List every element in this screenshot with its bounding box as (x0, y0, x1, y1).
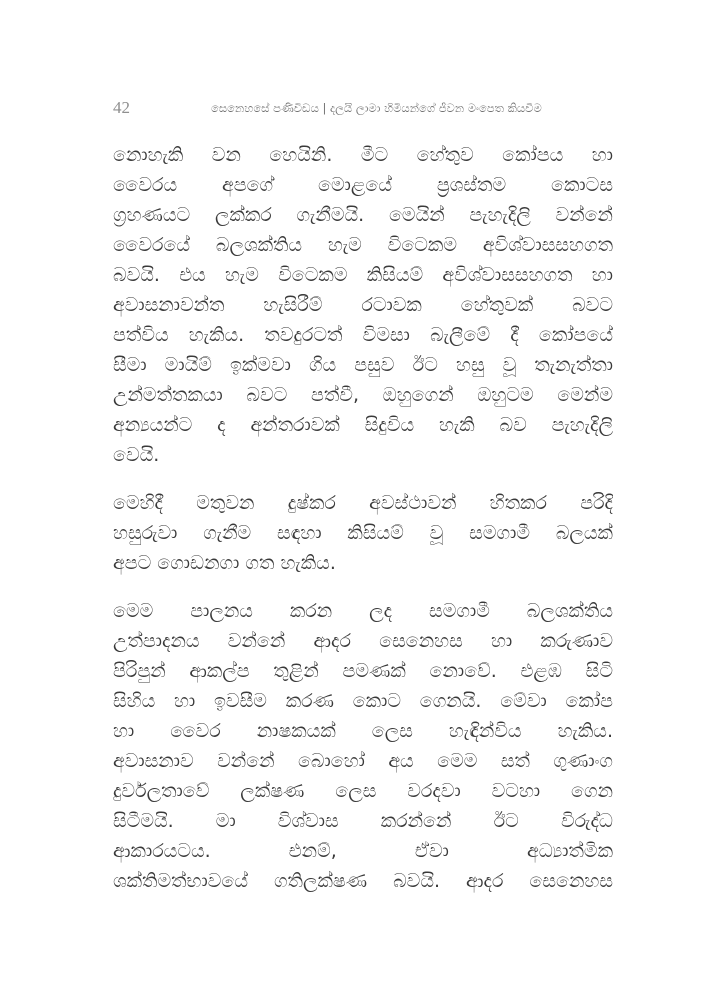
text-line: බවයි. එය හැම විටෙකම කිසියම් අවිශ්වාසසහගත හා (113, 264, 613, 286)
text-line: සීමා මායිම් ඉක්මවා ගිය පසුව ඊට හසු වූ තැනැත්තා (113, 354, 613, 376)
text-line: නොහැකි වන හෙයිනි. මීට හේතුව කෝපය හා (113, 144, 613, 166)
paragraph-3 (113, 596, 613, 896)
body-text (113, 140, 613, 914)
text-line: ශක්තිමත්භාවයේ ගතිලක්ෂණ බවයි. ආදර සෙනෙහස (113, 870, 613, 892)
running-header (113, 97, 613, 119)
text-line: අවාසනාව වන්නේ බොහෝ අය මෙම සත් ගුණාංග (113, 750, 613, 772)
text-line: හසුරුවා ගැනීම සඳහා කිසියම් වූ සමගාමී බලයක් (113, 522, 613, 544)
text-line: පත්විය හැකිය. තවදුරටත් විමසා බැලීමේ දී කෝපයේ (113, 324, 613, 346)
text-line: උන්මත්තකයා බවට පත්වී, ඔහුගෙන් ඔහුටම මෙන්ම (113, 384, 613, 406)
text-line: මෙම පාලනය කරන ලද සමගාමී බලශක්තිය (113, 600, 613, 622)
text-line: හා වෛර නාෂකයක් ලෙස හැඳින්විය හැකිය. (113, 720, 613, 742)
paragraph-2 (113, 488, 613, 578)
text-line: වෛරයේ බලශක්තිය හැම විටෙකම අවිශ්වාසසහගත (113, 234, 613, 256)
text-line: දුර්වලතාවේ ලක්ෂණ ලෙස වරදවා වටහා ගෙන (113, 780, 613, 802)
text-line: සිටීමයි. මා විශ්වාස කරන්නේ ඊට විරුද්ධ (113, 810, 613, 832)
text-line: පිරිපුන් ආකල්ප තුළින් පමණක් නොවේ. එළඹ සිටි (113, 660, 613, 682)
text-line: වෙයි. (113, 444, 160, 466)
text-line: උත්පාදනය වන්නේ ආදර සෙනෙහස හා කරුණාව (113, 630, 613, 652)
text-line: වෛරය අපගේ මොළයේ ප්‍රශස්තම කොටස (113, 174, 613, 196)
paragraph-1 (113, 140, 613, 470)
page-number: 42 (113, 98, 130, 117)
text-line: මෙහිදී මතුවන දුෂ්කර අවස්ථාවන් හිතකර පරිදි (113, 492, 613, 514)
text-line: ආකාරයටය. එනම්, ඒවා අධ්‍යාත්මික (113, 840, 613, 862)
text-line: සිහිය හා ඉවසීම කරණ කොට ගෙනයි. මේවා කෝප (113, 690, 613, 712)
running-header-title: සෙනෙහසේ පණිවිඩය | දලයි ලාමා හිමියන්ගේ ජීවන මංපෙත කියවීම (211, 100, 542, 115)
text-line: අන්‍යයන්ට ද අන්තරාවක් සිදුවිය හැකි බව පැහැදිලි (113, 414, 613, 436)
text-line: ග්‍රහණයට ලක්කර ගැනීමයි. මෙයින් පැහැදිලි වන්නේ (113, 204, 613, 226)
text-line: අවාසනාවන්ත හැසිරීම් රටාවක හේතුවක් බවට (113, 294, 613, 316)
text-line: අපට ගොඩනගා ගත හැකිය. (113, 552, 336, 574)
